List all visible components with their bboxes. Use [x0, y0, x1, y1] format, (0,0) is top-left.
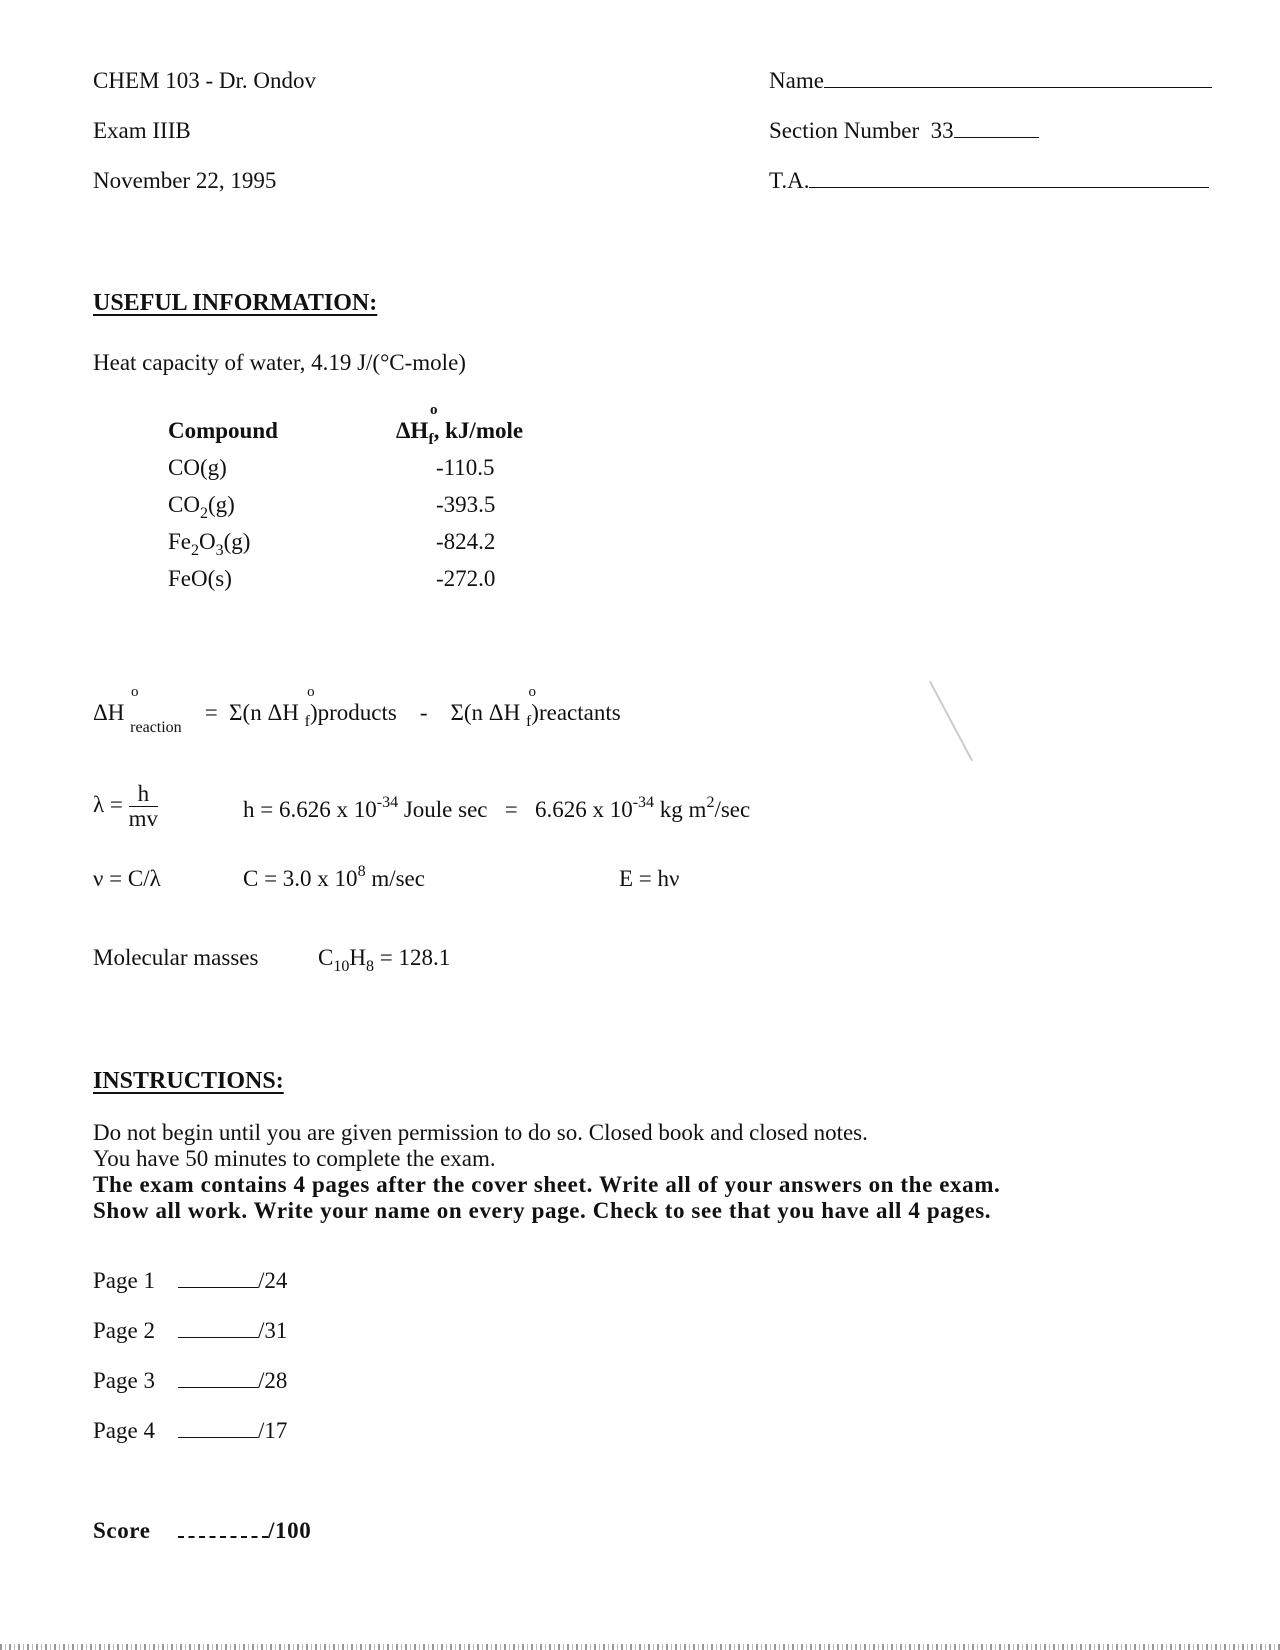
planck-tail: /sec: [714, 797, 751, 822]
formula-value: = 128.1: [373, 945, 451, 970]
lambda-denominator: mv: [128, 806, 159, 831]
eq-sum-reactants: Σ(n ΔH: [450, 700, 521, 725]
formula-c-sub: 10: [333, 958, 350, 975]
table-row: [168, 449, 523, 486]
section-blank[interactable]: [954, 136, 1039, 138]
c-unit: m/sec: [365, 866, 425, 891]
eq-close: ): [309, 700, 318, 725]
degree-symbol: o: [131, 684, 139, 700]
ta-label: T.A.: [769, 168, 810, 193]
compound-value: -272.0: [436, 565, 496, 591]
enthalpy-equation: [93, 684, 621, 736]
eq-products: products: [317, 700, 397, 725]
formula-h: H: [349, 945, 366, 970]
section-value: 33: [930, 118, 954, 143]
total-score-blank[interactable]: [178, 1535, 268, 1538]
instruction-bold-line: The exam contains 4 pages after the cover sheet. Write all of your answers on the exam.: [93, 1172, 1001, 1197]
eq-lhs: ΔH: [93, 700, 125, 725]
compound-name: CO(g): [168, 454, 227, 480]
dh-unit: , kJ/mole: [433, 417, 524, 443]
speed-of-light: [243, 863, 425, 892]
planck-square: 2: [706, 794, 715, 811]
dh-sub: f: [428, 430, 434, 448]
planck-equals: =: [504, 797, 518, 822]
compound-name: $CO_2(g)$: [168, 491, 235, 522]
score-page-label: Page 3: [93, 1368, 155, 1393]
section-label: Section Number: [769, 118, 920, 143]
c-exp: 8: [357, 863, 366, 880]
score-max: /28: [258, 1368, 288, 1393]
degree-symbol: o: [307, 684, 315, 700]
exam-date: November 22, 1995: [93, 168, 277, 193]
total-score-label: Score: [93, 1518, 151, 1543]
instruction-line: Do not begin until you are given permission to do so. Closed book and closed notes.: [93, 1120, 868, 1145]
exam-version: Exam IIIB: [93, 118, 191, 143]
compound-value: -824.2: [436, 528, 496, 554]
score-row: [93, 1368, 287, 1394]
nu-formula: ν = C/λ: [93, 866, 161, 891]
ta-field[interactable]: [769, 168, 1209, 194]
instruction-line: You have 50 minutes to complete the exam.: [93, 1146, 496, 1171]
compound-value: -110.5: [436, 454, 495, 480]
score-row: [93, 1268, 287, 1294]
useful-info-heading: USEFUL INFORMATION:: [93, 290, 378, 316]
table-row: [168, 486, 523, 523]
instruction-bold-line: Show all work. Write your name on every page. Check to see that you have all 4 pages.: [93, 1198, 992, 1223]
heat-capacity-text: Heat capacity of water, 4.19 J/(°C-mole): [93, 350, 466, 375]
score-blank[interactable]: [178, 1286, 258, 1288]
planck-exp: -34: [376, 794, 399, 811]
degree-symbol: o: [528, 684, 537, 700]
score-blank[interactable]: [178, 1436, 258, 1438]
planck-exp-2: -34: [632, 794, 655, 811]
planck-constant: [243, 794, 751, 823]
section-field[interactable]: [769, 118, 1039, 144]
eq-equals: =: [204, 700, 218, 725]
eq-minus: -: [419, 700, 428, 725]
eq-lhs-sub: reaction: [130, 719, 182, 736]
eq-reactants: reactants: [538, 700, 621, 725]
energy-formula: E = hν: [619, 866, 680, 891]
lambda-symbol: λ =: [93, 791, 123, 817]
score-page-label: Page 4: [93, 1418, 155, 1443]
score-page-label: Page 2: [93, 1318, 155, 1343]
degree-symbol: o: [430, 402, 438, 418]
name-label: Name: [769, 68, 824, 93]
c-text: C = 3.0 x 10: [243, 866, 358, 891]
ta-blank[interactable]: [809, 186, 1209, 188]
scan-mark: [929, 681, 973, 761]
name-blank[interactable]: [824, 86, 1212, 88]
score-page-label: Page 1: [93, 1268, 155, 1293]
score-max: /31: [258, 1318, 288, 1343]
molecular-masses-label: Molecular masses: [93, 945, 259, 970]
course-title: CHEM 103 - Dr. Ondov: [93, 68, 316, 93]
table-row: [168, 523, 523, 560]
planck-text: h = 6.626 x 10: [243, 797, 377, 822]
lambda-formula: [93, 782, 158, 831]
eq-f-sub: f: [525, 713, 532, 730]
score-row: [93, 1418, 287, 1444]
lambda-fraction: [129, 782, 158, 831]
compound-name: $Fe_2O_3(g)$: [168, 528, 251, 559]
total-score-max: /100: [268, 1518, 312, 1543]
score-blank[interactable]: [178, 1386, 258, 1388]
score-blank[interactable]: [178, 1336, 258, 1338]
lambda-numerator: h: [129, 782, 158, 807]
instructions-body: [93, 1120, 1000, 1224]
score-max: /24: [258, 1268, 288, 1293]
planck-unit-2: kg m: [654, 797, 707, 822]
dh-symbol: ΔH: [396, 417, 429, 443]
name-field[interactable]: [769, 68, 1212, 94]
table-row: [168, 560, 523, 597]
instructions-heading: INSTRUCTIONS:: [93, 1068, 284, 1094]
score-max: /17: [258, 1418, 288, 1443]
compound-name: FeO(s): [168, 565, 232, 591]
dh-header: [396, 402, 524, 449]
enthalpy-table: [168, 402, 524, 597]
score-row: [93, 1318, 287, 1344]
eq-close: ): [531, 700, 539, 725]
molecular-mass-value: [318, 945, 451, 975]
formula-h-sub: 8: [365, 958, 374, 975]
compound-header: Compound: [168, 417, 278, 443]
planck-text-2: 6.626 x 10: [534, 797, 633, 822]
total-score-row: [93, 1518, 311, 1544]
scan-edge: [0, 1644, 1280, 1650]
formula-c: C: [318, 945, 334, 970]
eq-sum-products: Σ(n ΔH: [229, 700, 299, 725]
eq-f-sub: f: [304, 713, 310, 730]
compound-value: -393.5: [436, 491, 496, 517]
planck-unit: Joule sec: [398, 797, 488, 822]
